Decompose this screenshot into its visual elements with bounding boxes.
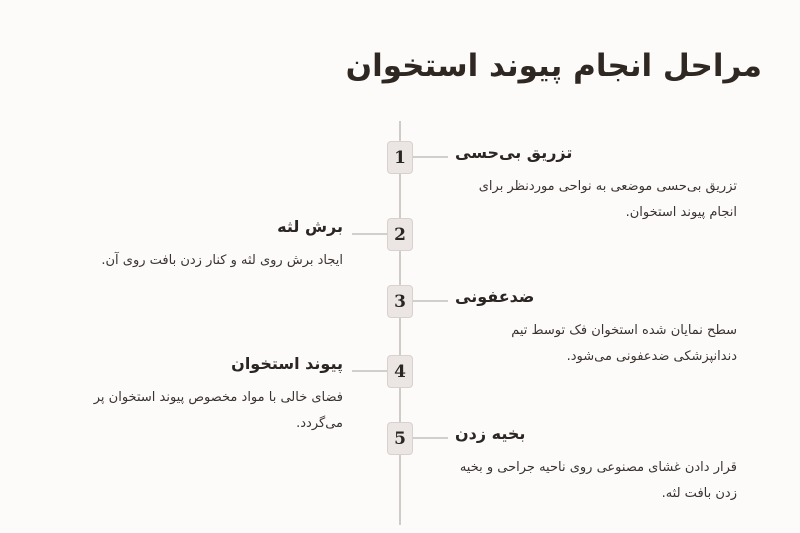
step-connector xyxy=(352,233,387,235)
step-number-badge: 4 xyxy=(387,355,413,388)
step-number-badge: 3 xyxy=(387,285,413,318)
timeline-step-1 xyxy=(455,143,737,226)
step-connector xyxy=(413,156,448,158)
timeline-step-3 xyxy=(455,287,737,370)
step-title: پیوند استخوان xyxy=(231,354,343,373)
step-title: تزریق بی‌حسی xyxy=(455,143,573,162)
step-description: سطح نمایان شده استخوان فک توسط تیم دندانپزشکی ضدعفونی می‌شود. xyxy=(511,323,737,364)
step-description: فضای خالی با مواد مخصوص پیوند استخوان پر می‌گردد. xyxy=(93,390,343,431)
timeline-line xyxy=(399,121,401,525)
step-number-badge: 1 xyxy=(387,141,413,174)
step-connector xyxy=(352,370,387,372)
step-title: ضدعفونی xyxy=(455,287,535,306)
step-description: ایجاد برش روی لثه و کنار زدن بافت روی آن. xyxy=(101,253,343,268)
step-description: تزریق بی‌حسی موضعی به نواحی موردنظر برای انجام پیوند استخوان. xyxy=(478,179,737,220)
step-title: برش لثه xyxy=(277,217,343,236)
step-number-badge: 2 xyxy=(387,218,413,251)
timeline-step-5 xyxy=(455,424,737,507)
step-description: قرار دادن غشای مصنوعی روی ناحیه جراحی و بخیه زدن بافت لثه. xyxy=(459,460,737,501)
step-number-badge: 5 xyxy=(387,422,413,455)
timeline-step-4 xyxy=(60,354,343,437)
step-title: بخیه زدن xyxy=(455,424,526,443)
step-connector xyxy=(413,437,448,439)
timeline-step-2 xyxy=(60,217,343,274)
page-title: مراحل انجام پیوند استخوان xyxy=(345,48,762,84)
step-connector xyxy=(413,300,448,302)
